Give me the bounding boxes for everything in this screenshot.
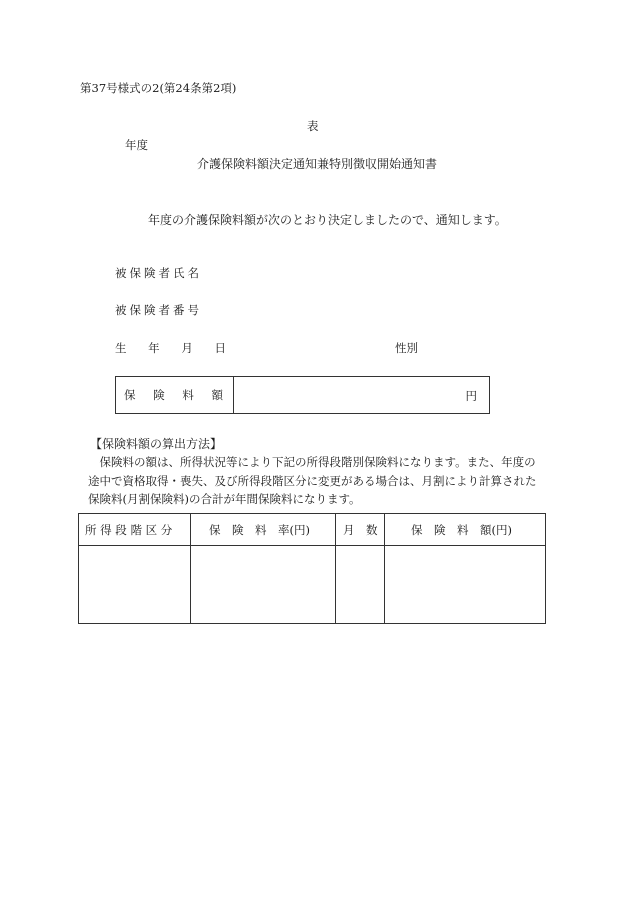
insured-name-label: 被保険者氏名 bbox=[115, 266, 202, 280]
premium-unit: 円 bbox=[465, 389, 477, 403]
premium-char: 険 bbox=[153, 388, 165, 402]
side-label: 表 bbox=[307, 119, 319, 133]
birth-date-label bbox=[115, 340, 226, 356]
premium-char: 額 bbox=[211, 388, 223, 402]
premium-table bbox=[78, 513, 546, 624]
calculation-line: 保険料の額は、所得状況等により下記の所得段階別保険料になります。また、年度の bbox=[88, 455, 536, 469]
premium-label bbox=[116, 377, 234, 413]
table-column-divider bbox=[190, 514, 191, 623]
birth-char: 生 bbox=[115, 341, 127, 355]
calculation-line: 保険料(月割保険料)の合計が年間保険料になります。 bbox=[88, 492, 361, 506]
table-column-divider bbox=[384, 514, 385, 623]
form-number: 第37号様式の2(第24条第2項) bbox=[80, 81, 237, 95]
birth-char: 日 bbox=[214, 341, 226, 355]
table-column-divider bbox=[335, 514, 336, 623]
calculation-line: 途中で資格取得・喪失、及び所得段階区分に変更がある場合は、月割により計算された bbox=[88, 473, 537, 488]
birth-char: 月 bbox=[181, 341, 193, 355]
gender-label: 性別 bbox=[395, 341, 418, 355]
table-header-months: 月 数 bbox=[343, 523, 378, 537]
premium-char: 保 bbox=[124, 388, 136, 402]
insured-number-label: 被保険者番号 bbox=[115, 303, 202, 317]
table-header-divider bbox=[79, 545, 545, 546]
table-header-amount: 保 険 料 額(円) bbox=[411, 523, 512, 537]
year-label: 年度 bbox=[125, 138, 148, 152]
intro-text: 年度の介護保険料額が次のとおり決定しましたので、通知します。 bbox=[148, 213, 507, 227]
premium-char: 料 bbox=[182, 388, 194, 402]
birth-char: 年 bbox=[148, 341, 160, 355]
table-header-income-level: 所 得 段 階 区 分 bbox=[85, 523, 173, 537]
calculation-text bbox=[88, 453, 553, 509]
table-header-rate: 保 険 料 率(円) bbox=[209, 523, 310, 537]
premium-box bbox=[115, 376, 490, 414]
document-title: 介護保険料額決定通知兼特別徴収開始通知書 bbox=[197, 157, 438, 171]
calculation-heading: 【保険料額の算出方法】 bbox=[90, 437, 223, 451]
